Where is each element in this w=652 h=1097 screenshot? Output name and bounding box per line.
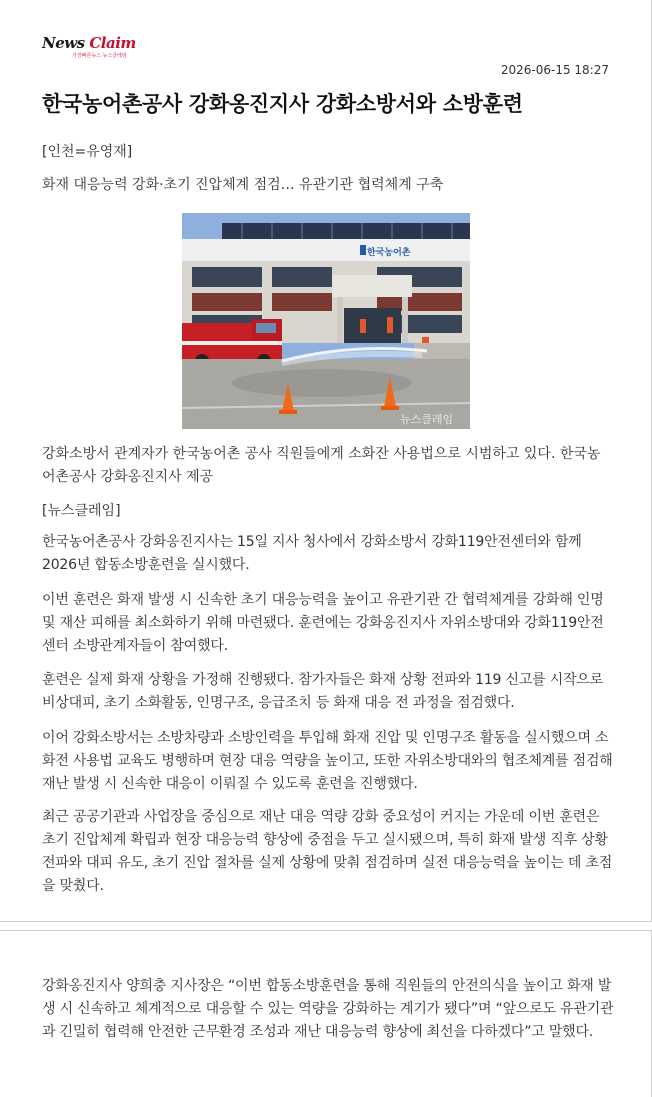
news-claim-logo[interactable] [42, 34, 136, 64]
photo-watermark: 뉴스클레임 [400, 413, 454, 426]
photo-source: [뉴스클레임] [42, 503, 121, 519]
publish-date: 2026-06-15 18:27 [500, 63, 609, 77]
article-paragraph: 훈련은 실제 화재 상황을 가정해 진행됐다. 참가자들은 화재 상황 전파와 119 신고를 시작으로 비상대피, 초기 소화활동, 인명구조, 응급조치 등 화재 대응 전 과정을 점검했다. [42, 672, 604, 711]
logo-tagline: 가장빠른뉴스 뉴스클레임 [72, 53, 127, 59]
article-title: 한국농어촌공사 강화옹진지사 강화소방서와 소방훈련 [42, 92, 523, 116]
article-photo [182, 213, 470, 429]
article-paragraph: 강화옹진지사 양희충 지사장은 “이번 합동소방훈련을 통해 직원들의 안전의식을 높이고 화재 발생 시 신속하고 체계적으로 대응할 수 있는 역량을 강화하는 계기가 됐다”며 “앞으로도 유관기관과 긴밀히 협력해 안전한 근무환경 조성과 재난 대응능력 향상에 최선을 다하겠다”고 말했다. [42, 978, 614, 1040]
building-sign: 한국농어촌 [367, 248, 411, 258]
article-paragraph: 이번 훈련은 화재 발생 시 신속한 초기 대응능력을 높이고 유관기관 간 협력체계를 강화해 인명 및 재산 피해를 최소화하기 위해 마련됐다. 훈련에는 강화옹진지사 자위소방대와 강화119안전센터 소방관계자들이 참여했다. [42, 592, 604, 654]
reporter-byline: [인천=유영재] [42, 144, 133, 160]
article-paragraph: 최근 공공기관과 사업장을 중심으로 재난 대응 역량 강화 중요성이 커지는 가운데 이번 훈련은 초기 진압체계 확립과 현장 대응능력 향상에 중점을 두고 실시됐으며, 특히 화재 발생 직후 상황 전파와 대피 유도, 초기 진압 절차를 실제 상황에 맞춰 점검하며 실전 대응능력을 높이는 데 초점을 맞췄다. [42, 809, 613, 894]
logo-wordmark: News Claim [42, 34, 136, 52]
article-paragraph: 한국농어촌공사 강화옹진지사는 15일 지사 청사에서 강화소방서 강화119안전센터와 함께 2026년 합동소방훈련을 실시했다. [42, 534, 582, 573]
article-paragraph: 이어 강화소방서는 소방차량과 소방인력을 투입해 화재 진압 및 인명구조 활동을 실시했으며 소화전 사용법 교육도 병행하며 현장 대응 역량을 높이고, 또한 자위소방대와의 협조체계를 점검해 재난 발생 시 신속한 대응이 이뤄질 수 있도록 훈련을 진행했다. [42, 730, 613, 792]
article-subtitle: 화재 대응능력 강화·초기 진압체계 점검… 유관기관 협력체계 구축 [42, 177, 444, 193]
photo-caption: 강화소방서 관계자가 한국농어촌 공사 직원들에게 소화잔 사용법으로 시범하고 있다. 한국농어촌공사 강화옹진지사 제공 [42, 446, 601, 485]
